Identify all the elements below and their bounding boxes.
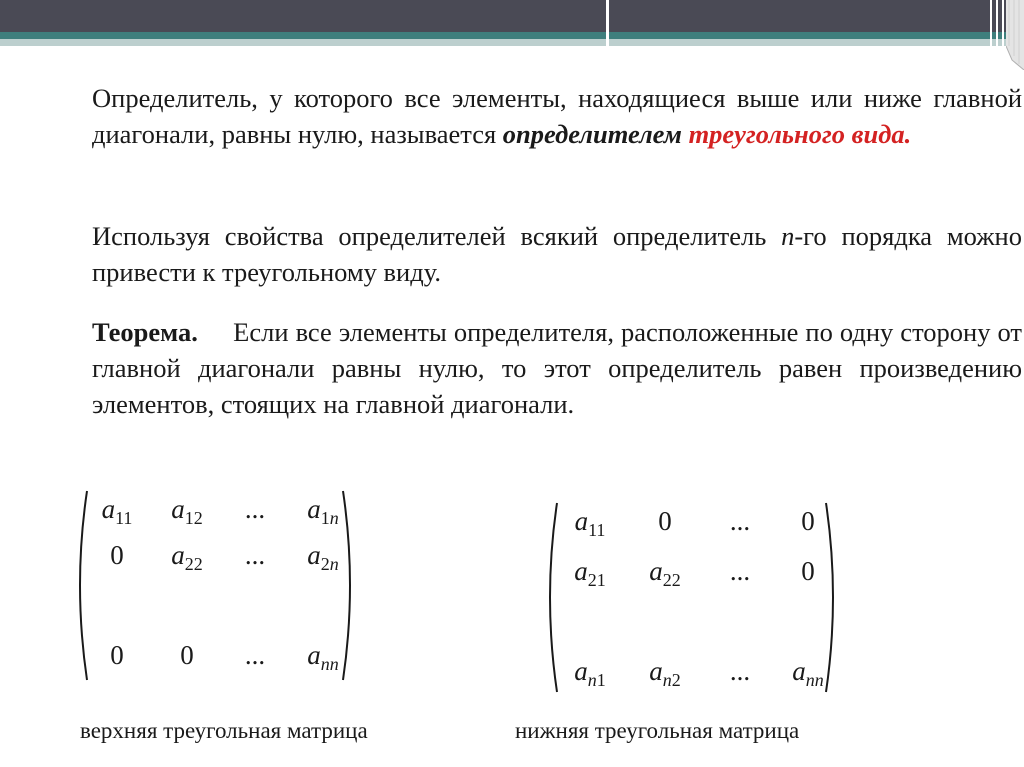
matrix-cell: 0 [110,540,124,570]
properties-paragraph [60,218,1022,290]
lower-triangular-matrix [540,500,840,695]
definition-text: Определитель, у которого все элементы, находящиеся выше или ниже главной диагонали, равны нулю, называется [92,83,1022,149]
matrix-cell: $a_{n2}$ [649,656,681,690]
definition-paragraph [60,80,1022,152]
matrix-cell: $a_{12}$ [171,494,203,528]
matrix-cell: 0 [180,640,194,670]
matrix-cell: $a_{11}$ [101,494,133,528]
lower-matrix-caption: нижняя треугольная матрица [515,718,800,743]
matrix-cell: ... [244,640,266,670]
matrix-cell: 0 [801,506,815,536]
header-light-band [0,39,1024,46]
matrix-cell: 0 [658,506,672,536]
theorem-label: Теорема. [92,317,198,347]
header-divider [1002,0,1004,46]
matrix-cell: ... [244,540,266,570]
header-divider [996,0,998,46]
matrix-cell: ... [729,656,751,686]
slide-header-bar [0,0,1024,46]
matrix-cell: $a_{n1}$ [574,656,606,690]
header-divider [606,0,609,46]
matrix-cell: ... [244,494,266,524]
term-determinant: определителем [502,119,682,149]
properties-text-b: -го порядка можно привести к треугольному виду. [92,221,1022,287]
matrix-cell: $a_{21}$ [574,556,606,590]
theorem-paragraph [60,314,1022,422]
theorem-text: Если все элементы определителя, расположенные по одну сторону от главной диагонали равны нулю, то этот определитель равен произведению элементов, стоящих на главной диагонали. [92,317,1023,419]
matrix-cell: ... [729,556,751,586]
term-triangular: треугольного вида. [688,119,912,149]
page-curl-decoration [1006,0,1024,70]
header-dark-band [0,0,1024,32]
matrix-cell: $a_{2n}$ [307,540,339,574]
header-divider [990,0,992,46]
matrix-cell: 0 [801,556,815,586]
properties-text-a: Используя свойства определителей всякий определитель [92,221,782,251]
matrix-cell: $a_{1n}$ [307,494,339,528]
matrix-cell: $a_{11}$ [574,506,606,540]
matrix-cell: ... [729,506,751,536]
upper-matrix-caption: верхняя треугольная матрица [80,718,368,743]
matrix-cell: 0 [110,640,124,670]
n-variable: n [781,221,795,251]
header-teal-band [0,32,1024,39]
matrix-cell: $a_{22}$ [649,556,681,590]
matrix-cell: $a_{nn}$ [307,640,339,674]
matrix-cell: $a_{22}$ [171,540,203,574]
matrix-cell: $a_{nn}$ [792,656,824,690]
upper-triangular-matrix [70,488,370,683]
